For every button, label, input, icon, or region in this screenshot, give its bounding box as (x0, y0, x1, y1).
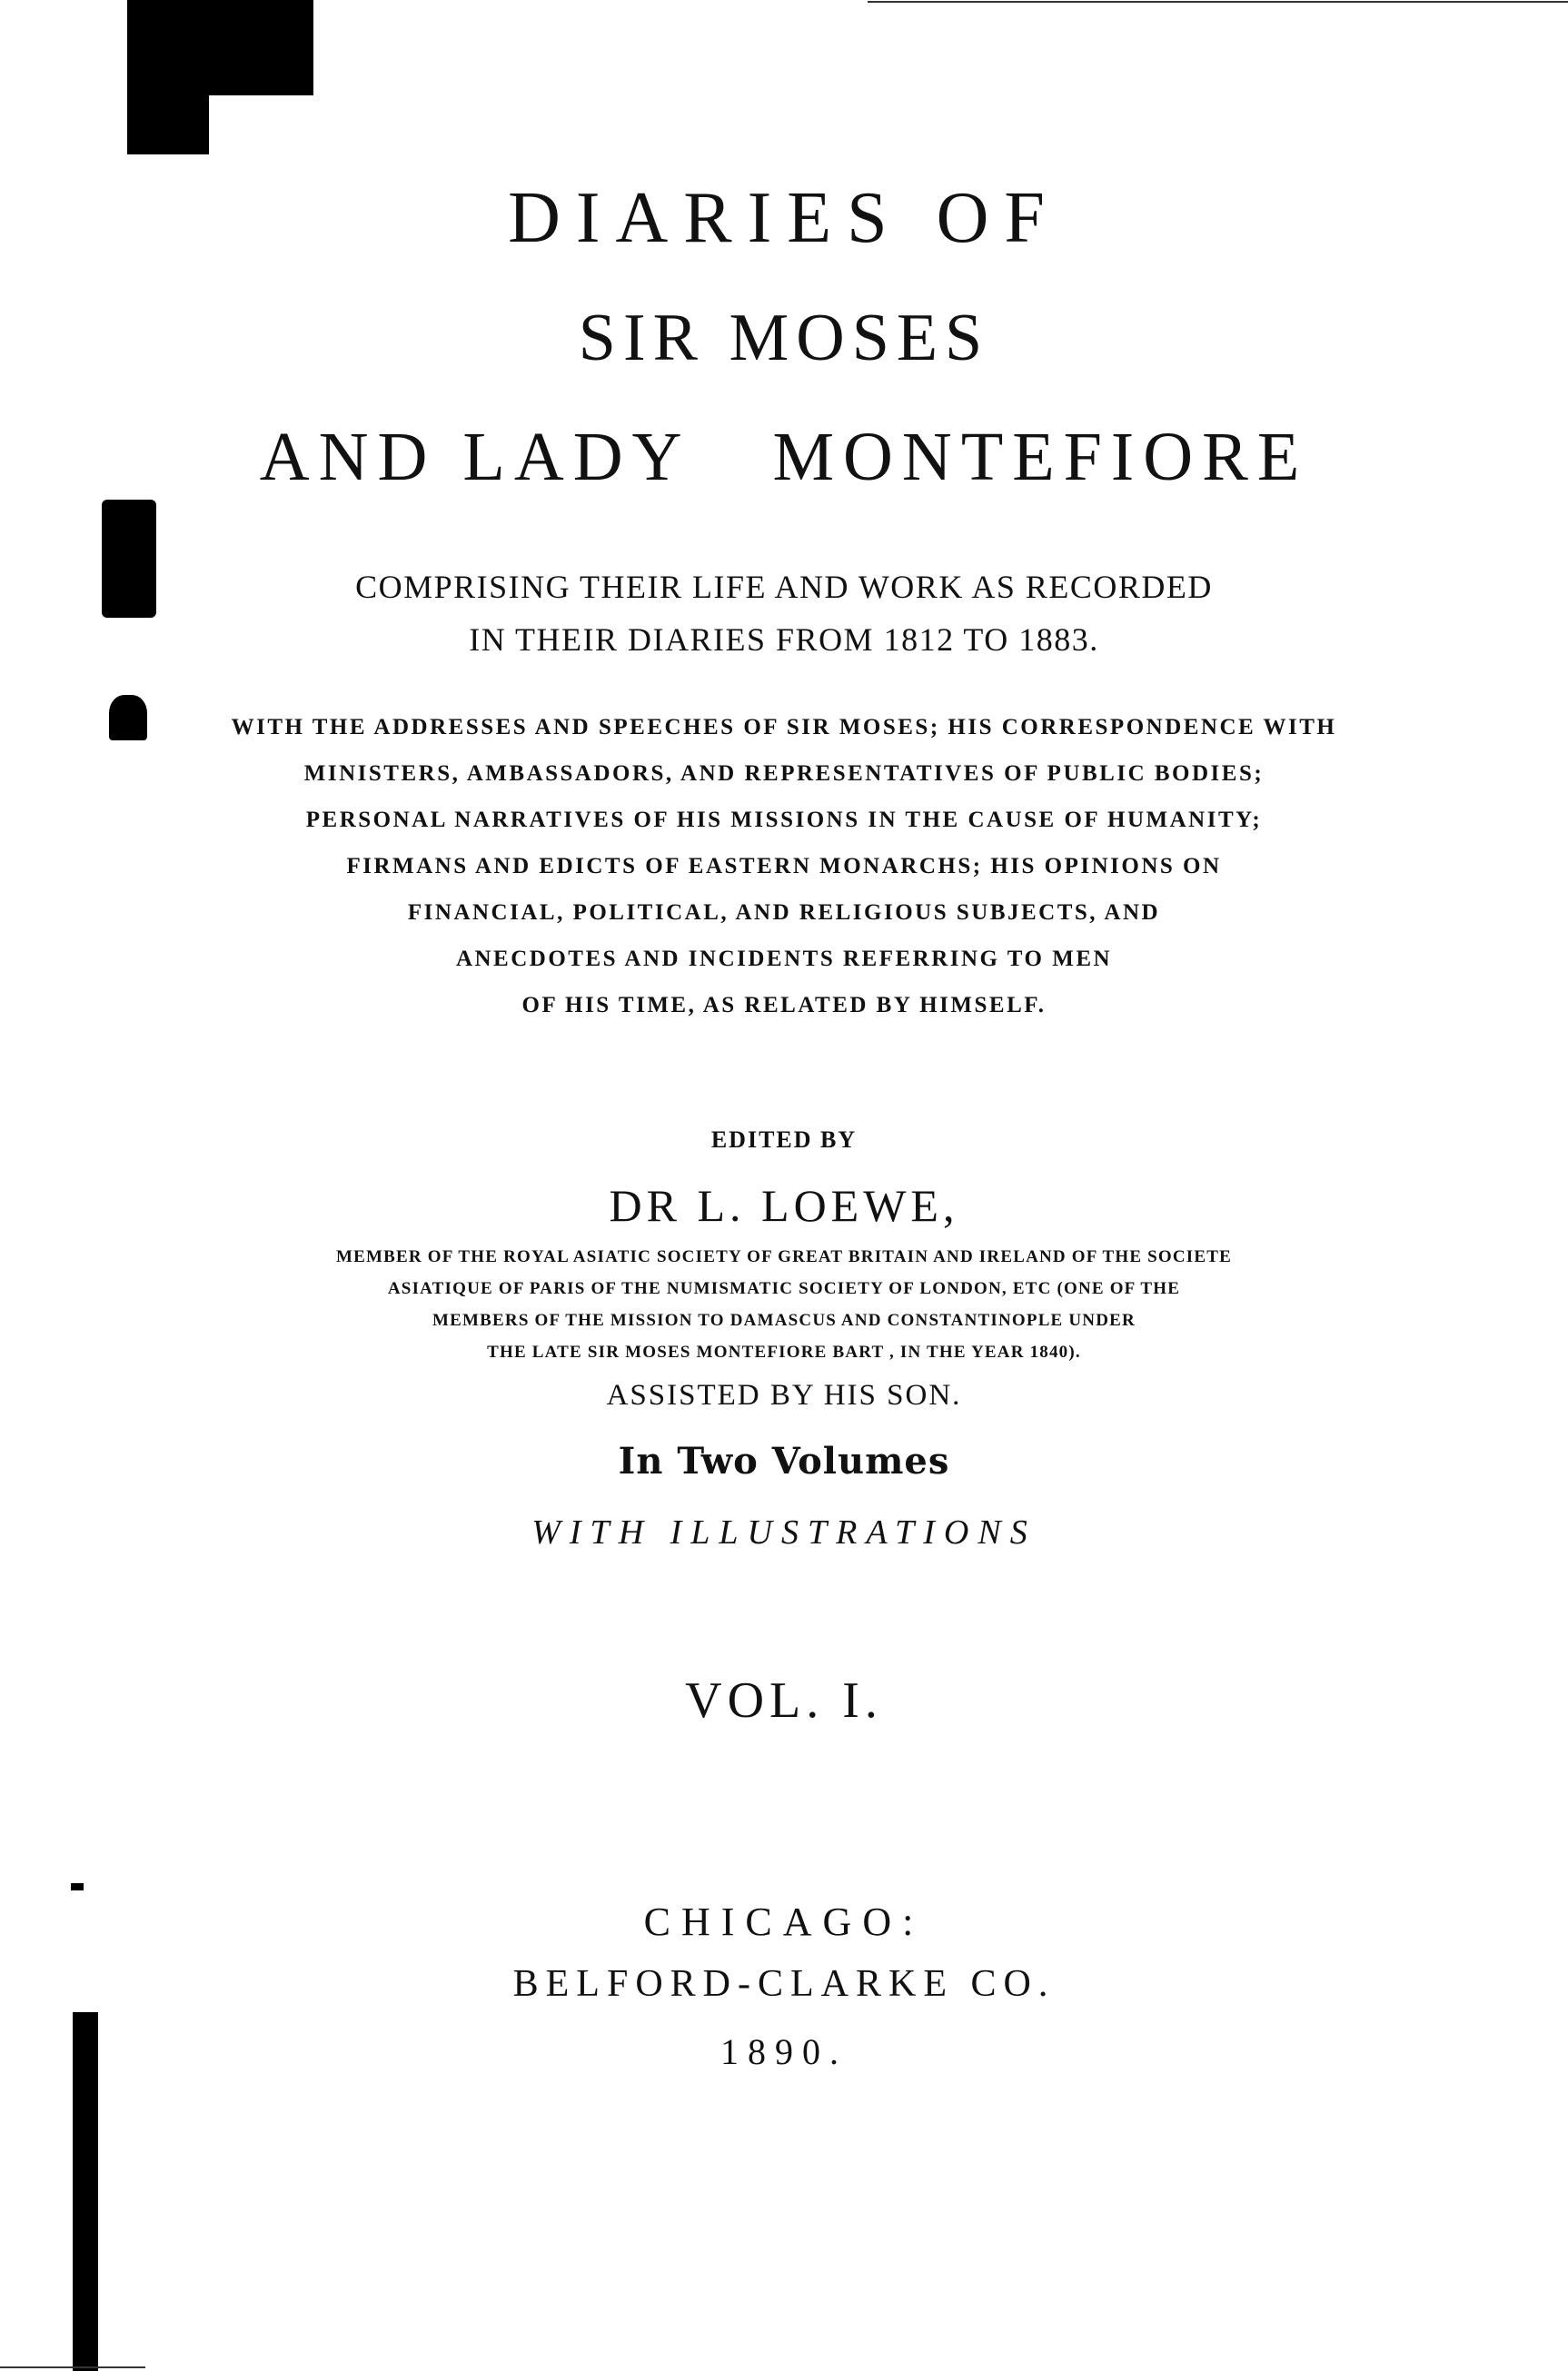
scan-blot (127, 0, 209, 154)
contents-line: PERSONAL NARRATIVES OF HIS MISSIONS IN THE CAUSE OF HUMANITY; (305, 808, 1263, 832)
contents-line: FIRMANS AND EDICTS OF EASTERN MONARCHS; HIS OPINIONS ON (346, 854, 1222, 878)
imprint-publisher: BELFORD-CLARKE CO. (512, 1963, 1056, 2005)
title-line-3b: MONTEFIORE (772, 419, 1309, 495)
editor-credentials: MEMBERS OF THE MISSION TO DAMASCUS AND CONSTANTINOPLE UNDER (432, 1311, 1136, 1330)
imprint-year: 1890. (720, 2031, 848, 2072)
title-line-1: DIARIES OF (508, 178, 1060, 258)
contents-line: ANECDOTES AND INCIDENTS REFERRING TO MEN (455, 947, 1113, 971)
contents-line: OF HIS TIME, AS RELATED BY HIMSELF. (521, 993, 1047, 1017)
volume-number: VOL. I. (685, 1672, 883, 1729)
editor-name: DR L. LOEWE, (609, 1180, 959, 1231)
edited-by: EDITED BY (710, 1126, 858, 1153)
scan-rule (868, 1, 1568, 3)
scan-blot (71, 1883, 84, 1890)
subtitle-line-2: IN THEIR DIARIES FROM 1812 TO 1883. (469, 621, 1099, 658)
scan-rule (0, 2366, 145, 2368)
editor-credentials: ASIATIQUE OF PARIS OF THE NUMISMATIC SOCIETY OF LONDON, ETC (ONE OF THE (387, 1279, 1181, 1298)
imprint-city: CHICAGO: (643, 1900, 925, 1944)
illustrations-note: WITH ILLUSTRATIONS (531, 1513, 1037, 1552)
contents-line: WITH THE ADDRESSES AND SPEECHES OF SIR MOSES; HIS CORRESPONDENCE WITH (231, 715, 1337, 739)
assisted-by: ASSISTED BY HIS SON. (606, 1379, 962, 1412)
subtitle-line-1: COMPRISING THEIR LIFE AND WORK AS RECORDED (355, 569, 1213, 605)
volumes-note: In Two Volumes (618, 1440, 950, 1483)
title-line-2: SIR MOSES (578, 301, 990, 375)
contents-line: FINANCIAL, POLITICAL, AND RELIGIOUS SUBJECTS, AND (407, 900, 1161, 925)
scan-blot (209, 0, 313, 95)
title-line-3 (0, 418, 1568, 497)
editor-credentials: MEMBER OF THE ROYAL ASIATIC SOCIETY OF GREAT BRITAIN AND IRELAND OF THE SOCIETE (335, 1247, 1233, 1266)
contents-line: MINISTERS, AMBASSADORS, AND REPRESENTATIVES OF PUBLIC BODIES; (303, 761, 1265, 786)
title-line-3a: AND LADY (259, 419, 691, 495)
editor-credentials: THE LATE SIR MOSES MONTEFIORE BART , IN THE YEAR 1840). (487, 1343, 1081, 1362)
